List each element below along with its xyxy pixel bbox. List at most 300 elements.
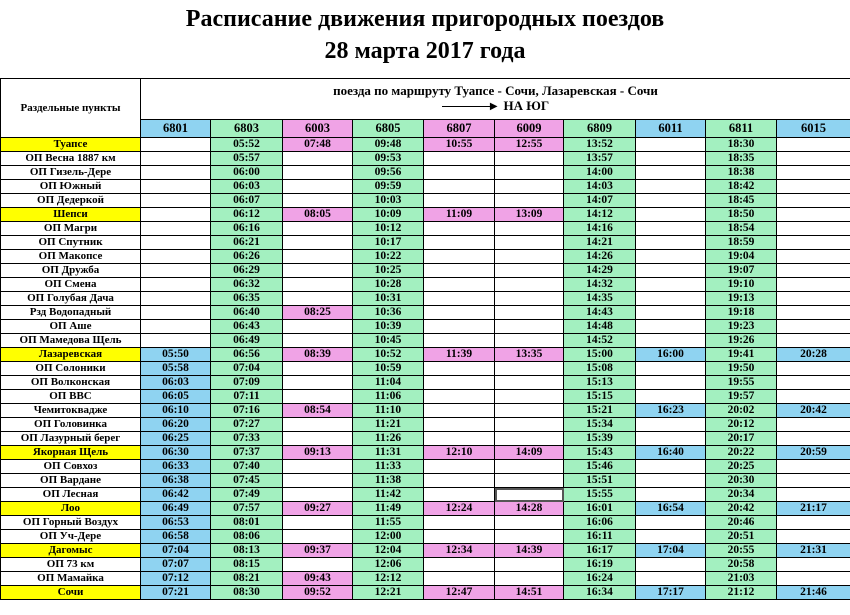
- time-cell: [424, 530, 495, 544]
- time-cell: 15:51: [564, 474, 636, 488]
- time-cell: 12:34: [424, 544, 495, 558]
- table-row: [1, 208, 850, 222]
- time-cell: 20:34: [706, 488, 777, 502]
- time-cell: [636, 432, 706, 446]
- station-name: ОП Головинка: [1, 418, 141, 432]
- time-cell: 06:35: [211, 292, 283, 306]
- table-row: [1, 530, 850, 544]
- time-cell: [424, 222, 495, 236]
- time-cell: 14:26: [564, 250, 636, 264]
- time-cell: 06:38: [141, 474, 211, 488]
- time-cell: [141, 152, 211, 166]
- time-cell: 11:10: [353, 404, 424, 418]
- table-row: [1, 348, 850, 362]
- time-cell: [636, 250, 706, 264]
- time-cell: 07:09: [211, 376, 283, 390]
- station-name: ОП Вардане: [1, 474, 141, 488]
- station-name: ОП Мамайка: [1, 572, 141, 586]
- time-cell: 06:26: [211, 250, 283, 264]
- time-cell: [495, 180, 564, 194]
- time-cell: [141, 194, 211, 208]
- station-name: ОП 73 км: [1, 558, 141, 572]
- time-cell: 10:45: [353, 334, 424, 348]
- time-cell: [777, 474, 850, 488]
- time-cell: [636, 460, 706, 474]
- station-name: ОП Лазурный берег: [1, 432, 141, 446]
- time-cell: 06:40: [211, 306, 283, 320]
- time-cell: 15:00: [564, 348, 636, 362]
- time-cell: [283, 278, 353, 292]
- time-cell: [424, 306, 495, 320]
- time-cell: 16:24: [564, 572, 636, 586]
- time-cell: 09:59: [353, 180, 424, 194]
- time-cell: [495, 236, 564, 250]
- time-cell: [495, 292, 564, 306]
- table-row: [1, 194, 850, 208]
- time-cell: [495, 166, 564, 180]
- time-cell: [424, 152, 495, 166]
- time-cell: [636, 152, 706, 166]
- time-cell: 14:21: [564, 236, 636, 250]
- table-row: [1, 264, 850, 278]
- time-cell: [141, 292, 211, 306]
- table-row: [1, 460, 850, 474]
- time-cell: [283, 166, 353, 180]
- time-cell: 16:00: [636, 348, 706, 362]
- time-cell: [424, 334, 495, 348]
- time-cell: 09:52: [283, 586, 353, 600]
- time-cell: 17:04: [636, 544, 706, 558]
- time-cell: 07:07: [141, 558, 211, 572]
- page-title: Расписание движения пригородных поездов: [185, 6, 665, 32]
- time-cell: [424, 264, 495, 278]
- time-cell: [424, 418, 495, 432]
- time-cell: 07:33: [211, 432, 283, 446]
- time-cell: [636, 166, 706, 180]
- time-cell: 11:39: [424, 348, 495, 362]
- time-cell: [495, 320, 564, 334]
- time-cell: 19:26: [706, 334, 777, 348]
- station-name: ОП Уч-Дере: [1, 530, 141, 544]
- time-cell: 15:21: [564, 404, 636, 418]
- time-cell: 11:06: [353, 390, 424, 404]
- time-cell: 06:32: [211, 278, 283, 292]
- table-row: [1, 278, 850, 292]
- time-cell: 15:13: [564, 376, 636, 390]
- time-cell: [636, 292, 706, 306]
- time-cell: [424, 390, 495, 404]
- time-cell: [283, 236, 353, 250]
- time-cell: [636, 362, 706, 376]
- table-row: [1, 544, 850, 558]
- time-cell: 06:42: [141, 488, 211, 502]
- time-cell: [777, 390, 850, 404]
- time-cell: [424, 250, 495, 264]
- time-cell: [283, 516, 353, 530]
- time-cell: [495, 250, 564, 264]
- time-cell: 19:07: [706, 264, 777, 278]
- time-cell: [141, 334, 211, 348]
- time-cell: 18:54: [706, 222, 777, 236]
- station-name: Якорная Щель: [1, 446, 141, 460]
- time-cell: [636, 516, 706, 530]
- time-cell: 11:38: [353, 474, 424, 488]
- station-name: ОП ВВС: [1, 390, 141, 404]
- time-cell: [495, 334, 564, 348]
- time-cell: [424, 460, 495, 474]
- time-cell: [283, 460, 353, 474]
- time-cell: [424, 362, 495, 376]
- time-cell: [636, 278, 706, 292]
- time-cell: 20:30: [706, 474, 777, 488]
- time-cell: [495, 558, 564, 572]
- time-cell: [777, 152, 850, 166]
- time-cell: [283, 222, 353, 236]
- table-row: [1, 334, 850, 348]
- time-cell: 11:09: [424, 208, 495, 222]
- time-cell: 14:35: [564, 292, 636, 306]
- time-cell: 05:50: [141, 348, 211, 362]
- time-cell: [777, 222, 850, 236]
- time-cell: 06:12: [211, 208, 283, 222]
- station-name: ОП Магри: [1, 222, 141, 236]
- time-cell: [636, 222, 706, 236]
- time-cell: [636, 180, 706, 194]
- table-row: [1, 432, 850, 446]
- time-cell: [424, 180, 495, 194]
- time-cell: 19:41: [706, 348, 777, 362]
- time-cell: [495, 376, 564, 390]
- time-cell: 07:11: [211, 390, 283, 404]
- time-cell: [636, 208, 706, 222]
- station-name: ОП Голубая Дача: [1, 292, 141, 306]
- time-cell: 10:55: [424, 138, 495, 152]
- time-cell: 19:10: [706, 278, 777, 292]
- time-cell: 07:21: [141, 586, 211, 600]
- time-cell: 06:43: [211, 320, 283, 334]
- time-cell: 12:04: [353, 544, 424, 558]
- time-cell: 06:07: [211, 194, 283, 208]
- time-cell: 07:16: [211, 404, 283, 418]
- station-name: ОП Солоники: [1, 362, 141, 376]
- time-cell: 15:39: [564, 432, 636, 446]
- time-cell: [424, 194, 495, 208]
- time-cell: 15:55: [564, 488, 636, 502]
- time-cell: [141, 278, 211, 292]
- time-cell: 20:42: [777, 404, 850, 418]
- time-cell: [777, 460, 850, 474]
- time-cell: 06:03: [141, 376, 211, 390]
- time-cell: [424, 432, 495, 446]
- station-name: ОП Горный Воздух: [1, 516, 141, 530]
- time-cell: 08:25: [283, 306, 353, 320]
- time-cell: 10:52: [353, 348, 424, 362]
- time-cell: 19:04: [706, 250, 777, 264]
- station-name: Шепси: [1, 208, 141, 222]
- time-cell: 20:28: [777, 348, 850, 362]
- time-cell: 07:04: [211, 362, 283, 376]
- station-name: Дагомыс: [1, 544, 141, 558]
- time-cell: [283, 558, 353, 572]
- time-cell: 06:53: [141, 516, 211, 530]
- table-row: [1, 236, 850, 250]
- time-cell: [636, 530, 706, 544]
- time-cell: 09:56: [353, 166, 424, 180]
- time-cell: 11:55: [353, 516, 424, 530]
- time-cell: 10:39: [353, 320, 424, 334]
- train-number-7: 6011: [636, 120, 706, 138]
- time-cell: 20:42: [706, 502, 777, 516]
- time-cell: [777, 376, 850, 390]
- time-cell: 07:12: [141, 572, 211, 586]
- time-cell: [495, 488, 564, 502]
- time-cell: 14:12: [564, 208, 636, 222]
- table-row: [1, 390, 850, 404]
- time-cell: [777, 194, 850, 208]
- time-cell: 05:52: [211, 138, 283, 152]
- table-row: [1, 152, 850, 166]
- time-cell: 06:16: [211, 222, 283, 236]
- time-cell: [777, 278, 850, 292]
- time-cell: 16:40: [636, 446, 706, 460]
- time-cell: [141, 180, 211, 194]
- time-cell: [777, 166, 850, 180]
- time-cell: 18:38: [706, 166, 777, 180]
- time-cell: 12:10: [424, 446, 495, 460]
- time-cell: [424, 376, 495, 390]
- time-cell: 19:18: [706, 306, 777, 320]
- station-name: Лоо: [1, 502, 141, 516]
- time-cell: 18:59: [706, 236, 777, 250]
- time-cell: [495, 432, 564, 446]
- time-cell: 13:57: [564, 152, 636, 166]
- time-cell: [141, 208, 211, 222]
- time-cell: 16:19: [564, 558, 636, 572]
- station-name: ОП Волконская: [1, 376, 141, 390]
- time-cell: 10:28: [353, 278, 424, 292]
- time-cell: [636, 138, 706, 152]
- table-row: [1, 138, 850, 152]
- time-cell: 15:46: [564, 460, 636, 474]
- time-cell: [777, 306, 850, 320]
- train-number-0: 6801: [141, 120, 211, 138]
- time-cell: 06:33: [141, 460, 211, 474]
- time-cell: [283, 194, 353, 208]
- time-cell: [636, 334, 706, 348]
- time-cell: [777, 320, 850, 334]
- time-cell: [636, 376, 706, 390]
- time-cell: 18:35: [706, 152, 777, 166]
- time-cell: 20:55: [706, 544, 777, 558]
- time-cell: [283, 250, 353, 264]
- time-cell: 19:23: [706, 320, 777, 334]
- time-cell: [495, 530, 564, 544]
- train-number-3: 6805: [353, 120, 424, 138]
- time-cell: [495, 306, 564, 320]
- time-cell: [283, 488, 353, 502]
- time-cell: [636, 306, 706, 320]
- time-cell: [636, 236, 706, 250]
- schedule-date: 28 марта 2017 года: [324, 38, 526, 64]
- time-cell: 08:21: [211, 572, 283, 586]
- time-cell: 16:54: [636, 502, 706, 516]
- time-cell: 08:30: [211, 586, 283, 600]
- time-cell: 12:06: [353, 558, 424, 572]
- time-cell: 21:03: [706, 572, 777, 586]
- time-cell: [283, 376, 353, 390]
- time-cell: [636, 474, 706, 488]
- time-cell: 11:31: [353, 446, 424, 460]
- time-cell: 18:45: [706, 194, 777, 208]
- time-cell: 11:33: [353, 460, 424, 474]
- time-cell: 10:36: [353, 306, 424, 320]
- table-row: [1, 586, 850, 600]
- time-cell: 12:55: [495, 138, 564, 152]
- station-name: ОП Лесная: [1, 488, 141, 502]
- time-cell: 14:03: [564, 180, 636, 194]
- station-name: ОП Совхоз: [1, 460, 141, 474]
- time-cell: [495, 404, 564, 418]
- table-row: [1, 418, 850, 432]
- time-cell: [283, 432, 353, 446]
- station-name: ОП Аше: [1, 320, 141, 334]
- time-cell: 06:49: [141, 502, 211, 516]
- time-cell: 19:50: [706, 362, 777, 376]
- time-cell: [777, 488, 850, 502]
- time-cell: [141, 320, 211, 334]
- time-cell: [777, 572, 850, 586]
- station-name: Лазаревская: [1, 348, 141, 362]
- time-cell: 07:27: [211, 418, 283, 432]
- time-cell: [495, 222, 564, 236]
- time-cell: [283, 390, 353, 404]
- table-row: [1, 180, 850, 194]
- time-cell: [777, 432, 850, 446]
- time-cell: 14:28: [495, 502, 564, 516]
- time-cell: 20:51: [706, 530, 777, 544]
- time-cell: [283, 474, 353, 488]
- time-cell: [495, 278, 564, 292]
- station-name: ОП Спутник: [1, 236, 141, 250]
- time-cell: [283, 334, 353, 348]
- time-cell: 20:02: [706, 404, 777, 418]
- time-cell: [495, 474, 564, 488]
- time-cell: 13:35: [495, 348, 564, 362]
- time-cell: 16:11: [564, 530, 636, 544]
- time-cell: 11:21: [353, 418, 424, 432]
- table-row: [1, 474, 850, 488]
- time-cell: 21:46: [777, 586, 850, 600]
- time-cell: 14:16: [564, 222, 636, 236]
- time-cell: 17:17: [636, 586, 706, 600]
- table-row: [1, 222, 850, 236]
- time-cell: 16:23: [636, 404, 706, 418]
- time-cell: 16:06: [564, 516, 636, 530]
- table-row: [1, 572, 850, 586]
- time-cell: 05:57: [211, 152, 283, 166]
- time-cell: 20:17: [706, 432, 777, 446]
- time-cell: 20:25: [706, 460, 777, 474]
- time-cell: [424, 236, 495, 250]
- time-cell: [283, 530, 353, 544]
- time-cell: [636, 264, 706, 278]
- time-cell: 06:10: [141, 404, 211, 418]
- time-cell: 14:43: [564, 306, 636, 320]
- station-name: Чемитоквадже: [1, 404, 141, 418]
- time-cell: [495, 516, 564, 530]
- time-cell: 09:53: [353, 152, 424, 166]
- time-cell: 09:48: [353, 138, 424, 152]
- table-row: [1, 306, 850, 320]
- station-name: ОП Мамедова Щель: [1, 334, 141, 348]
- time-cell: 06:56: [211, 348, 283, 362]
- station-name: Сочи: [1, 586, 141, 600]
- time-cell: 08:39: [283, 348, 353, 362]
- time-cell: 19:57: [706, 390, 777, 404]
- time-cell: [283, 320, 353, 334]
- time-cell: [636, 488, 706, 502]
- time-cell: [777, 516, 850, 530]
- time-cell: 14:00: [564, 166, 636, 180]
- station-name: ОП Макопсе: [1, 250, 141, 264]
- time-cell: 09:13: [283, 446, 353, 460]
- time-cell: 16:01: [564, 502, 636, 516]
- table-row: [1, 166, 850, 180]
- time-cell: [141, 138, 211, 152]
- time-cell: [141, 306, 211, 320]
- stations-header: Раздельные пункты: [1, 79, 141, 138]
- table-row: [1, 320, 850, 334]
- time-cell: 14:39: [495, 544, 564, 558]
- time-cell: 07:57: [211, 502, 283, 516]
- time-cell: 06:20: [141, 418, 211, 432]
- time-cell: [283, 362, 353, 376]
- time-cell: 11:04: [353, 376, 424, 390]
- time-cell: [283, 180, 353, 194]
- table-row: [1, 516, 850, 530]
- table-row: [1, 376, 850, 390]
- time-cell: [636, 390, 706, 404]
- time-cell: [424, 474, 495, 488]
- time-cell: 08:06: [211, 530, 283, 544]
- time-cell: 15:15: [564, 390, 636, 404]
- route-header: [141, 79, 850, 120]
- train-number-5: 6009: [495, 120, 564, 138]
- train-number-6: 6809: [564, 120, 636, 138]
- time-cell: 18:50: [706, 208, 777, 222]
- time-cell: 10:12: [353, 222, 424, 236]
- direction-label: НА ЮГ: [503, 98, 550, 114]
- table-row: [1, 250, 850, 264]
- time-cell: [424, 572, 495, 586]
- time-cell: [424, 320, 495, 334]
- time-cell: 09:43: [283, 572, 353, 586]
- time-cell: [777, 558, 850, 572]
- time-cell: 13:09: [495, 208, 564, 222]
- time-cell: [424, 404, 495, 418]
- time-cell: [424, 488, 495, 502]
- time-cell: [495, 152, 564, 166]
- time-cell: [141, 236, 211, 250]
- station-name: Туапсе: [1, 138, 141, 152]
- time-cell: [636, 194, 706, 208]
- time-cell: 14:07: [564, 194, 636, 208]
- time-cell: 12:00: [353, 530, 424, 544]
- time-cell: 06:03: [211, 180, 283, 194]
- time-cell: 14:29: [564, 264, 636, 278]
- time-cell: 20:58: [706, 558, 777, 572]
- time-cell: 19:13: [706, 292, 777, 306]
